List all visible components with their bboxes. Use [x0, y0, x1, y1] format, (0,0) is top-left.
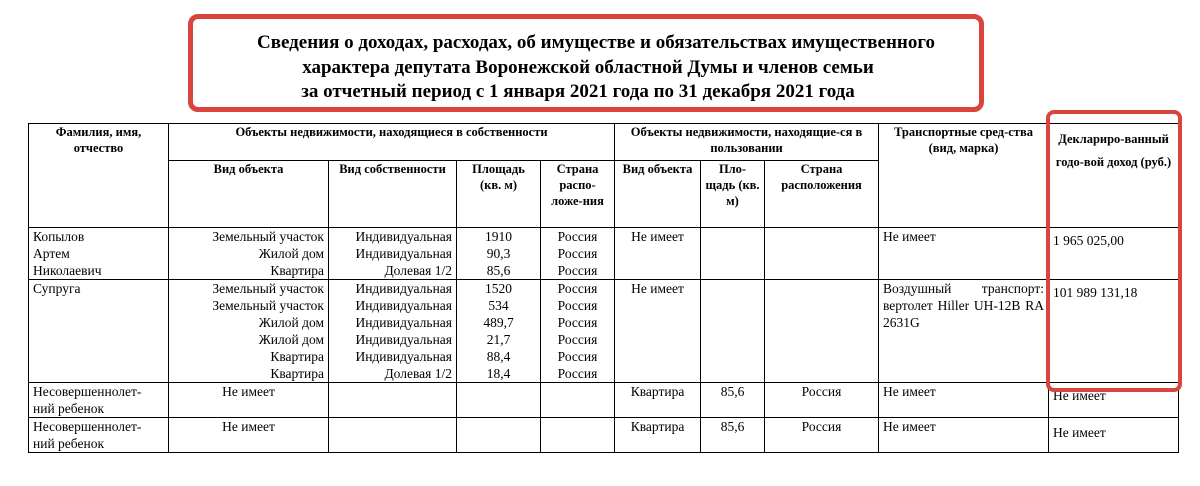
- used-country-cell: [765, 280, 879, 383]
- transport-cell: Воздушный транспорт: вертолет Hiller UH-12B RA 2631G: [879, 280, 1049, 383]
- person-name: Супруга: [29, 280, 169, 383]
- owned-ownership-cell: Индивидуальная Индивидуальная Долевая 1/2: [329, 228, 457, 280]
- header-name: Фамилия, имя, отчество: [29, 124, 169, 228]
- income-cell: 101 989 131,18: [1049, 280, 1179, 383]
- header-income: Деклариро-ванный годо-вой доход (руб.): [1049, 124, 1179, 228]
- owned-country-cell: Россия Россия Россия Россия Россия Россия: [541, 280, 615, 383]
- income-cell: Не имеет: [1049, 383, 1179, 418]
- used-area-cell: 85,6: [701, 383, 765, 418]
- income-cell: 1 965 025,00: [1049, 228, 1179, 280]
- used-type-cell: Квартира: [615, 383, 701, 418]
- table-row: [29, 280, 1179, 383]
- owned-ownership-cell: [329, 418, 457, 453]
- income-cell: Не имеет: [1049, 418, 1179, 453]
- document-title-line-3: за отчетный период с 1 января 2021 года по 31 декабря 2021 года: [301, 81, 855, 102]
- transport-cell: Не имеет: [879, 228, 1049, 280]
- used-type-cell: Не имеет: [615, 228, 701, 280]
- used-country-cell: Россия: [765, 418, 879, 453]
- transport-cell: Не имеет: [879, 383, 1049, 418]
- used-area-cell: 85,6: [701, 418, 765, 453]
- used-type-cell: Не имеет: [615, 280, 701, 383]
- header-owned-country: Страна распо-ложе-ния: [541, 161, 615, 228]
- header-used-type: Вид объекта: [615, 161, 701, 228]
- owned-area-cell: 1520 534 489,7 21,7 88,4 18,4: [457, 280, 541, 383]
- owned-ownership-cell: Индивидуальная Индивидуальная Индивидуальная Индивидуальная Индивидуальная Долевая 1/2: [329, 280, 457, 383]
- owned-area-cell: 1910 90,3 85,6: [457, 228, 541, 280]
- owned-type-cell: Земельный участок Земельный участок Жилой дом Жилой дом Квартира Квартира: [169, 280, 329, 383]
- table-row: [29, 383, 1179, 418]
- owned-type-cell: Не имеет: [169, 383, 329, 418]
- document-title-line-1: Сведения о доходах, расходах, об имуществе и обязательствах имущественного: [256, 32, 935, 53]
- used-area-cell: [701, 228, 765, 280]
- header-used-country: Страна расположения: [765, 161, 879, 228]
- header-used-property: Объекты недвижимости, находящие-ся в пользовании: [615, 124, 879, 161]
- owned-area-cell: [457, 383, 541, 418]
- header-used-area: Пло-щадь (кв. м): [701, 161, 765, 228]
- document-title-line-2: характера депутата Воронежской областной Думы и членов семьи: [302, 57, 874, 78]
- used-area-cell: [701, 280, 765, 383]
- person-name: Копылов Артем Николаевич: [29, 228, 169, 280]
- owned-country-cell: Россия Россия Россия: [541, 228, 615, 280]
- used-country-cell: [765, 228, 879, 280]
- owned-country-cell: [541, 418, 615, 453]
- owned-country-cell: [541, 383, 615, 418]
- used-type-cell: Квартира: [615, 418, 701, 453]
- owned-type-cell: Не имеет: [169, 418, 329, 453]
- header-owned-ownership: Вид собственности: [329, 161, 457, 228]
- header-transport: Транспортные сред-ства (вид, марка): [879, 124, 1049, 228]
- transport-cell: Не имеет: [879, 418, 1049, 453]
- table-row: [29, 418, 1179, 453]
- person-name: Несовершеннолет- ний ребенок: [29, 418, 169, 453]
- header-owned-property: Объекты недвижимости, находящиеся в собственности: [169, 124, 615, 161]
- owned-area-cell: [457, 418, 541, 453]
- header-owned-type: Вид объекта: [169, 161, 329, 228]
- owned-ownership-cell: [329, 383, 457, 418]
- owned-type-cell: Земельный участок Жилой дом Квартира: [169, 228, 329, 280]
- header-owned-area: Площадь (кв. м): [457, 161, 541, 228]
- person-name: Несовершеннолет- ний ребенок: [29, 383, 169, 418]
- declaration-table: [28, 123, 1179, 453]
- table-row: [29, 228, 1179, 280]
- used-country-cell: Россия: [765, 383, 879, 418]
